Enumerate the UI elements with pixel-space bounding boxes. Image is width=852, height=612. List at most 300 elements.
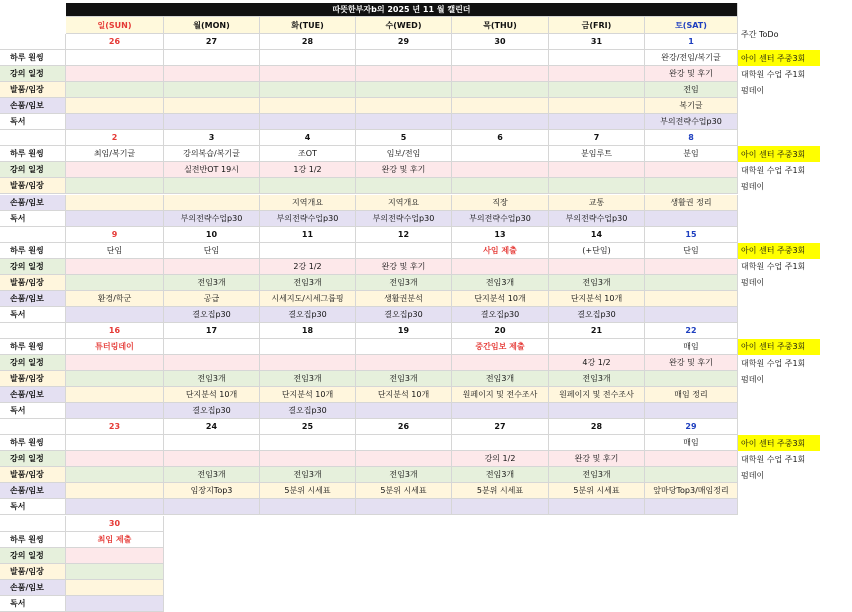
date-number: 1 <box>645 34 738 50</box>
date-number: 21 <box>549 323 645 339</box>
calendar-cell[interactable]: 강의 1/2 <box>452 451 549 467</box>
calendar-cell[interactable]: 완강/전임/복기글 <box>645 50 738 66</box>
calendar-cell[interactable] <box>452 355 549 371</box>
calendar-cell[interactable]: 결오집p30 <box>260 307 356 323</box>
calendar-cell[interactable] <box>260 339 356 355</box>
calendar-cell[interactable] <box>645 291 738 307</box>
row-label: 하루 원씽 <box>0 50 66 66</box>
category-row <box>0 82 738 98</box>
calendar-cell[interactable]: 공급 <box>164 291 260 307</box>
calendar-cell[interactable]: 전임3개 <box>549 371 645 387</box>
row-label: 손품/임보 <box>0 483 66 499</box>
row-label: 강의 일정 <box>0 548 66 564</box>
row-label: 독서 <box>0 596 66 612</box>
weekly-todo-item[interactable]: 아이 센터 주중3회 <box>738 339 820 355</box>
row-label: 발품/임장 <box>0 371 66 387</box>
calendar-title: 따뜻한부자b의 2025 년 11 월 캘린더 <box>66 3 738 17</box>
calendar-cell[interactable] <box>356 178 452 194</box>
date-number: 26 <box>66 34 164 50</box>
date-row-spacer <box>0 323 66 339</box>
date-number: 17 <box>164 323 260 339</box>
calendar-cell[interactable]: 전임3개 <box>260 467 356 483</box>
calendar-cell[interactable] <box>66 50 164 66</box>
calendar-cell[interactable] <box>260 451 356 467</box>
calendar-cell[interactable] <box>260 114 356 130</box>
calendar-cell[interactable] <box>452 114 549 130</box>
calendar-cell[interactable] <box>452 146 549 162</box>
calendar-cell[interactable] <box>66 596 164 612</box>
calendar-cell[interactable] <box>66 371 164 387</box>
calendar-cell[interactable]: 최임/복기글 <box>66 146 164 162</box>
calendar-cell[interactable]: 생활권분석 <box>356 291 452 307</box>
calendar-cell[interactable]: 전임3개 <box>164 467 260 483</box>
calendar-cell[interactable]: 1강 1/2 <box>260 162 356 178</box>
calendar-cell[interactable] <box>356 339 452 355</box>
calendar-cell[interactable] <box>645 259 738 275</box>
calendar-cell[interactable]: 전임3개 <box>164 371 260 387</box>
calendar-cell[interactable] <box>549 339 645 355</box>
calendar-cell[interactable] <box>66 451 164 467</box>
calendar-cell[interactable] <box>549 114 645 130</box>
date-number: 2 <box>66 130 164 146</box>
calendar-cell[interactable]: 전임3개 <box>356 275 452 291</box>
week-date-row <box>0 516 164 532</box>
calendar-cell[interactable]: 5분위 시세표 <box>356 483 452 499</box>
weekly-todo-item[interactable]: 아이 센터 주중3회 <box>738 435 820 451</box>
calendar-cell[interactable]: 5분위 시세표 <box>452 483 549 499</box>
day-header: 금(FRI) <box>549 17 645 34</box>
calendar-cell[interactable] <box>260 499 356 515</box>
calendar-cell[interactable]: 시세지도/시세그룹핑 <box>260 291 356 307</box>
calendar-cell[interactable]: 전임3개 <box>356 467 452 483</box>
calendar-cell[interactable] <box>645 403 738 419</box>
calendar-cell[interactable] <box>164 339 260 355</box>
calendar-cell[interactable]: 전임3개 <box>452 371 549 387</box>
calendar-cell[interactable] <box>164 178 260 194</box>
date-number: 16 <box>66 323 164 339</box>
date-row-spacer <box>0 419 66 435</box>
category-row <box>0 195 738 211</box>
weekly-todo-item[interactable]: 펌데이 <box>741 278 765 288</box>
calendar-cell[interactable] <box>66 483 164 499</box>
calendar-cell[interactable]: 단지분석 10개 <box>452 291 549 307</box>
weekly-todo-item[interactable]: 아이 센터 주중3회 <box>738 146 820 162</box>
calendar-cell[interactable]: 부의전략수업p30 <box>356 211 452 227</box>
category-row <box>0 211 738 227</box>
date-number: 28 <box>260 34 356 50</box>
row-label: 손품/임보 <box>0 387 66 403</box>
date-number: 26 <box>356 419 452 435</box>
calendar-cell[interactable]: 결오집p30 <box>260 403 356 419</box>
calendar-cell[interactable] <box>260 66 356 82</box>
calendar-cell[interactable]: 매임 정리 <box>645 387 738 403</box>
row-label: 발품/임장 <box>0 467 66 483</box>
calendar-cell[interactable] <box>356 82 452 98</box>
calendar-cell[interactable]: 전임3개 <box>260 371 356 387</box>
calendar-cell[interactable] <box>260 82 356 98</box>
row-label: 하루 원씽 <box>0 146 66 162</box>
weekly-todo-item[interactable]: 대학원 수업 주1회 <box>741 69 806 79</box>
calendar-cell[interactable] <box>164 195 260 211</box>
category-row <box>0 499 738 515</box>
calendar-cell[interactable]: 전임3개 <box>549 275 645 291</box>
calendar-cell[interactable] <box>645 467 738 483</box>
row-label: 발품/임장 <box>0 178 66 194</box>
calendar-cell[interactable]: 완강 및 후기 <box>356 162 452 178</box>
calendar-cell[interactable]: 전임3개 <box>260 275 356 291</box>
row-label: 독서 <box>0 499 66 515</box>
category-row <box>0 371 738 387</box>
row-label: 하루 원씽 <box>0 435 66 451</box>
calendar-cell[interactable] <box>452 403 549 419</box>
calendar-cell[interactable] <box>356 435 452 451</box>
calendar-cell[interactable] <box>549 50 645 66</box>
calendar-cell[interactable] <box>164 355 260 371</box>
date-number: 25 <box>260 419 356 435</box>
calendar-cell[interactable]: 단지분석 10개 <box>164 387 260 403</box>
calendar-cell[interactable]: 전임3개 <box>356 371 452 387</box>
calendar-cell[interactable]: (+단임) <box>549 243 645 259</box>
category-row <box>0 355 738 371</box>
calendar-cell[interactable]: 전임3개 <box>164 275 260 291</box>
row-label: 하루 원씽 <box>0 243 66 259</box>
calendar-cell[interactable] <box>260 243 356 259</box>
calendar-cell[interactable] <box>452 66 549 82</box>
calendar-cell[interactable] <box>549 162 645 178</box>
calendar-cell[interactable]: 지역개요 <box>260 195 356 211</box>
calendar-cell[interactable] <box>645 499 738 515</box>
category-row <box>0 467 738 483</box>
calendar-cell[interactable] <box>356 98 452 114</box>
category-row <box>0 98 738 114</box>
calendar-cell[interactable]: 5분위 시세표 <box>549 483 645 499</box>
calendar-cell[interactable] <box>645 211 738 227</box>
calendar-cell[interactable]: 튜터링데이 <box>66 339 164 355</box>
calendar-cell[interactable] <box>66 98 164 114</box>
calendar-cell[interactable] <box>549 499 645 515</box>
calendar-cell[interactable]: 실전반OT 19시 <box>164 162 260 178</box>
calendar-cell[interactable]: 완강 및 후기 <box>645 66 738 82</box>
week-date-row <box>0 227 738 243</box>
calendar-cell[interactable]: 최임 제출 <box>66 532 164 548</box>
category-row <box>0 291 738 307</box>
weekly-todo-item[interactable]: 펌데이 <box>741 181 765 191</box>
calendar-cell[interactable]: 부의전략수업p30 <box>549 211 645 227</box>
calendar-cell[interactable] <box>66 387 164 403</box>
date-number: 15 <box>645 227 738 243</box>
calendar-cell[interactable] <box>66 355 164 371</box>
calendar-cell[interactable]: 중간임보 제출 <box>452 339 549 355</box>
calendar-cell[interactable] <box>452 162 549 178</box>
calendar-cell[interactable] <box>66 467 164 483</box>
calendar-cell[interactable] <box>356 114 452 130</box>
calendar-cell[interactable] <box>164 82 260 98</box>
calendar-cell[interactable] <box>645 371 738 387</box>
calendar-cell[interactable] <box>452 82 549 98</box>
calendar-cell[interactable]: 전임3개 <box>549 467 645 483</box>
calendar-cell[interactable] <box>452 435 549 451</box>
weekly-todo-item[interactable]: 아이 센터 주중3회 <box>738 243 820 259</box>
calendar-cell[interactable]: 앞마당Top3/매임정리 <box>645 483 738 499</box>
weekly-todo-item[interactable]: 펌데이 <box>741 85 765 95</box>
calendar-cell[interactable] <box>549 82 645 98</box>
category-row <box>0 403 738 419</box>
week-date-row <box>0 419 738 435</box>
calendar-cell[interactable] <box>164 435 260 451</box>
calendar-cell[interactable]: 원페이지 및 전수조사 <box>452 387 549 403</box>
category-row <box>0 243 738 259</box>
date-number: 23 <box>66 419 164 435</box>
calendar-cell[interactable] <box>164 50 260 66</box>
date-number: 27 <box>164 34 260 50</box>
calendar-cell[interactable]: 지역개요 <box>356 195 452 211</box>
date-number: 6 <box>452 130 549 146</box>
calendar-cell[interactable]: 5분위 시세표 <box>260 483 356 499</box>
weekly-todo-item[interactable]: 아이 센터 주중3회 <box>738 50 820 66</box>
day-header: 일(SUN) <box>66 17 164 34</box>
week-date-row <box>0 34 738 50</box>
row-label: 강의 일정 <box>0 451 66 467</box>
category-row <box>0 532 164 548</box>
calendar-cell[interactable] <box>356 355 452 371</box>
calendar-cell[interactable] <box>549 403 645 419</box>
category-row <box>0 146 738 162</box>
date-number: 4 <box>260 130 356 146</box>
calendar-cell[interactable]: 강의복습/복기글 <box>164 146 260 162</box>
date-number: 5 <box>356 130 452 146</box>
calendar-cell[interactable]: 단지분석 10개 <box>549 291 645 307</box>
week-date-row <box>0 323 738 339</box>
calendar-cell[interactable]: 전임3개 <box>452 275 549 291</box>
calendar-cell[interactable]: 결오집p30 <box>452 307 549 323</box>
calendar-cell[interactable] <box>66 178 164 194</box>
row-label: 강의 일정 <box>0 355 66 371</box>
calendar-cell[interactable] <box>66 211 164 227</box>
weekly-todo-item[interactable]: 대학원 수업 주1회 <box>741 358 806 368</box>
category-row <box>0 114 738 130</box>
week-date-row <box>0 130 738 146</box>
row-label: 독서 <box>0 211 66 227</box>
calendar-cell[interactable] <box>260 355 356 371</box>
calendar-cell[interactable] <box>356 66 452 82</box>
calendar-cell[interactable] <box>164 259 260 275</box>
calendar-cell[interactable] <box>356 451 452 467</box>
weekly-todo-item[interactable]: 대학원 수업 주1회 <box>741 165 806 175</box>
day-header: 목(THU) <box>452 17 549 34</box>
calendar-cell[interactable] <box>356 499 452 515</box>
calendar-cell[interactable]: 부의전략수업p30 <box>452 211 549 227</box>
calendar-cell[interactable]: 결오집p30 <box>164 403 260 419</box>
date-number: 14 <box>549 227 645 243</box>
date-number: 13 <box>452 227 549 243</box>
day-header: 월(MON) <box>164 17 260 34</box>
calendar-cell[interactable] <box>452 499 549 515</box>
category-row <box>0 564 164 580</box>
date-number: 10 <box>164 227 260 243</box>
calendar-cell[interactable] <box>66 564 164 580</box>
calendar-cell[interactable] <box>66 82 164 98</box>
calendar-cell[interactable]: 조OT <box>260 146 356 162</box>
calendar-cell[interactable] <box>164 66 260 82</box>
weekly-todo-item[interactable]: 대학원 수업 주1회 <box>741 262 806 272</box>
calendar-cell[interactable]: 교통 <box>549 195 645 211</box>
calendar-cell[interactable]: 단지분석 10개 <box>260 387 356 403</box>
calendar-cell[interactable]: 사임 제출 <box>452 243 549 259</box>
day-header-row <box>66 17 738 34</box>
calendar-cell[interactable] <box>645 451 738 467</box>
category-row <box>0 66 738 82</box>
calendar-cell[interactable]: 분임 <box>645 146 738 162</box>
category-row <box>0 50 738 66</box>
calendar-cell[interactable]: 부의전략수업p30 <box>260 211 356 227</box>
calendar-cell[interactable] <box>452 259 549 275</box>
calendar-cell[interactable]: 임장지Top3 <box>164 483 260 499</box>
calendar-cell[interactable] <box>164 499 260 515</box>
weekly-todo-item[interactable]: 펌데이 <box>741 374 765 384</box>
calendar-cell[interactable]: 2강 1/2 <box>260 259 356 275</box>
category-row <box>0 548 164 564</box>
row-label: 강의 일정 <box>0 162 66 178</box>
date-number: 3 <box>164 130 260 146</box>
calendar-cell[interactable]: 생활권 정리 <box>645 195 738 211</box>
calendar-cell[interactable] <box>356 243 452 259</box>
date-number: 29 <box>645 419 738 435</box>
category-row <box>0 275 738 291</box>
date-row-spacer <box>0 516 66 532</box>
calendar-cell[interactable] <box>452 178 549 194</box>
calendar-cell[interactable] <box>66 275 164 291</box>
calendar-cell[interactable] <box>356 50 452 66</box>
calendar-cell[interactable] <box>66 403 164 419</box>
date-number: 8 <box>645 130 738 146</box>
calendar-cell[interactable]: 부의전략수업p30 <box>645 114 738 130</box>
category-row <box>0 307 738 323</box>
calendar-cell[interactable]: 전임 <box>645 82 738 98</box>
calendar-cell[interactable] <box>549 259 645 275</box>
row-label: 하루 원씽 <box>0 339 66 355</box>
calendar-cell[interactable]: 단임 <box>66 243 164 259</box>
calendar-cell[interactable] <box>452 98 549 114</box>
calendar-cell[interactable] <box>66 195 164 211</box>
date-number: 30 <box>66 516 164 532</box>
calendar-cell[interactable]: 단임 <box>645 243 738 259</box>
calendar-cell[interactable] <box>645 178 738 194</box>
date-number: 11 <box>260 227 356 243</box>
calendar-cell[interactable]: 분임루트 <box>549 146 645 162</box>
calendar-cell[interactable]: 전임3개 <box>452 467 549 483</box>
category-row <box>0 162 738 178</box>
calendar-cell[interactable] <box>549 66 645 82</box>
day-header: 화(TUE) <box>260 17 356 34</box>
row-label: 발품/임장 <box>0 564 66 580</box>
row-label: 독서 <box>0 307 66 323</box>
row-label: 강의 일정 <box>0 259 66 275</box>
row-label: 발품/임장 <box>0 82 66 98</box>
calendar-cell[interactable]: 임보/전임 <box>356 146 452 162</box>
row-label: 강의 일정 <box>0 66 66 82</box>
date-number: 30 <box>452 34 549 50</box>
calendar-cell[interactable]: 매임 <box>645 339 738 355</box>
category-row <box>0 483 738 499</box>
calendar-cell[interactable] <box>66 580 164 596</box>
calendar-cell[interactable] <box>260 435 356 451</box>
calendar-cell[interactable]: 매임 <box>645 435 738 451</box>
calendar-cell[interactable] <box>452 50 549 66</box>
calendar-cell[interactable] <box>164 114 260 130</box>
calendar-cell[interactable]: 원페이지 및 전수조사 <box>549 387 645 403</box>
calendar-cell[interactable] <box>66 162 164 178</box>
date-number: 19 <box>356 323 452 339</box>
date-number: 22 <box>645 323 738 339</box>
date-number: 18 <box>260 323 356 339</box>
category-row <box>0 596 164 612</box>
calendar-cell[interactable] <box>164 451 260 467</box>
calendar-cell[interactable] <box>164 98 260 114</box>
date-number: 29 <box>356 34 452 50</box>
calendar-cell[interactable]: 완강 및 후기 <box>356 259 452 275</box>
row-label: 손품/임보 <box>0 291 66 307</box>
calendar-cell[interactable] <box>66 307 164 323</box>
row-label: 독서 <box>0 114 66 130</box>
row-label: 독서 <box>0 403 66 419</box>
calendar-cell[interactable] <box>66 66 164 82</box>
calendar-cell[interactable] <box>549 178 645 194</box>
date-number: 12 <box>356 227 452 243</box>
calendar-cell[interactable]: 직장 <box>452 195 549 211</box>
calendar-cell[interactable] <box>66 548 164 564</box>
calendar-cell[interactable] <box>356 403 452 419</box>
category-row <box>0 387 738 403</box>
calendar-cell[interactable] <box>645 307 738 323</box>
category-row <box>0 259 738 275</box>
category-row <box>0 451 738 467</box>
calendar-cell[interactable] <box>549 435 645 451</box>
category-row <box>0 435 738 451</box>
calendar-cell[interactable]: 환경/학군 <box>66 291 164 307</box>
calendar-cell[interactable] <box>549 98 645 114</box>
calendar-cell[interactable] <box>66 114 164 130</box>
calendar-cell[interactable] <box>260 50 356 66</box>
date-row-spacer <box>0 34 66 50</box>
calendar-cell[interactable]: 복기글 <box>645 98 738 114</box>
calendar-cell[interactable] <box>66 259 164 275</box>
category-row <box>0 339 738 355</box>
date-number: 9 <box>66 227 164 243</box>
row-label: 손품/임보 <box>0 580 66 596</box>
calendar-cell[interactable]: 단지분석 10개 <box>356 387 452 403</box>
calendar-cell[interactable] <box>260 98 356 114</box>
calendar-cell[interactable] <box>645 162 738 178</box>
date-row-spacer <box>0 227 66 243</box>
calendar-cell[interactable]: 결오집p30 <box>549 307 645 323</box>
date-number: 31 <box>549 34 645 50</box>
weekly-todo-item[interactable]: 펌데이 <box>741 470 765 480</box>
weekly-todo-item[interactable]: 대학원 수업 주1회 <box>741 454 806 464</box>
calendar-cell[interactable]: 결오집p30 <box>164 307 260 323</box>
row-label: 하루 원씽 <box>0 532 66 548</box>
calendar-cell[interactable] <box>66 435 164 451</box>
calendar-cell[interactable]: 결오집p30 <box>356 307 452 323</box>
calendar-cell[interactable] <box>66 499 164 515</box>
calendar-cell[interactable]: 완강 및 후기 <box>645 355 738 371</box>
calendar-cell[interactable] <box>260 178 356 194</box>
day-header: 수(WED) <box>356 17 452 34</box>
calendar-cell[interactable]: 4강 1/2 <box>549 355 645 371</box>
calendar-cell[interactable]: 단임 <box>164 243 260 259</box>
calendar-cell[interactable]: 부의전략수업p30 <box>164 211 260 227</box>
calendar-cell[interactable] <box>645 275 738 291</box>
calendar-cell[interactable]: 완강 및 후기 <box>549 451 645 467</box>
